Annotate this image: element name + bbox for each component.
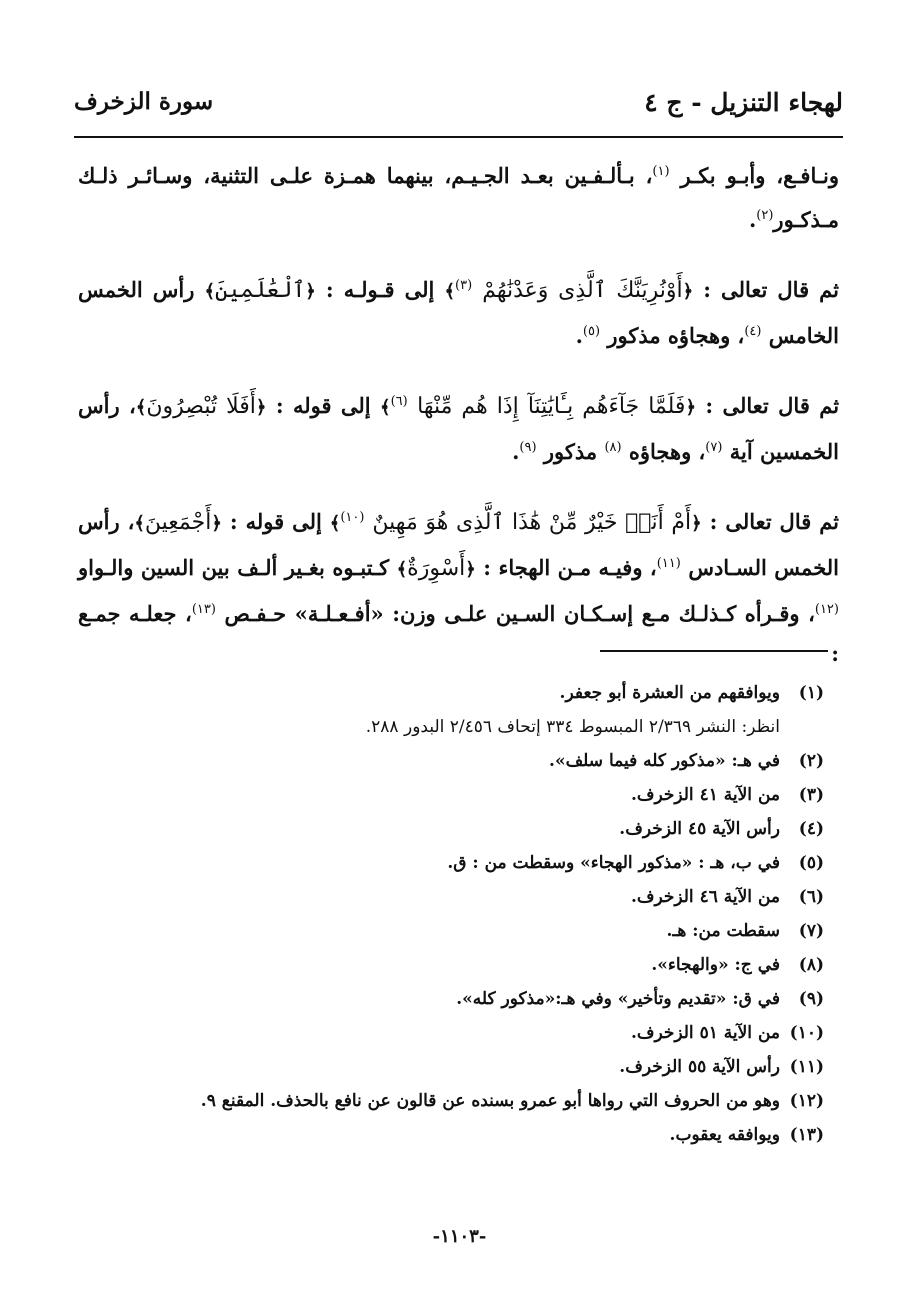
footnote-text: في هـ: «مذكور كله فيما سلف». bbox=[549, 751, 780, 771]
main-text bbox=[78, 152, 839, 674]
footnote-text: ويوافقه يعقوب. bbox=[669, 1125, 780, 1145]
quran-bracket-close: ﴾ bbox=[134, 513, 145, 534]
footnote-number: (١٠) bbox=[789, 1023, 824, 1043]
quran-bracket-close: ﴾ bbox=[204, 281, 216, 302]
paragraph-4 bbox=[78, 498, 839, 674]
text-run: . bbox=[575, 323, 583, 348]
quran-bracket-close: ﴾ bbox=[444, 281, 455, 302]
footnote-number: (١٣) bbox=[789, 1125, 824, 1145]
footnotes bbox=[80, 676, 824, 1152]
surah-name: سورة الزخرف bbox=[74, 88, 214, 115]
footnote-ref: (١٠) bbox=[340, 510, 365, 525]
quran-bracket-open: ﴿ bbox=[682, 281, 694, 302]
book-title: لهجاء التنزيل - ج ٤ bbox=[644, 88, 843, 117]
text-run: ، وقـرأه كـذلـك مـع إسـكـان السـين علـى وزن: «أفـعـلـة» حـفـص bbox=[224, 601, 815, 626]
text-run: إلى قوله : bbox=[275, 393, 371, 418]
footnote-continuation: انظر: النشر ٢/٣٦٩ المبسوط ٣٣٤ إتحاف ٢/٤٥٦ البدور ٢٨٨. bbox=[365, 717, 780, 737]
footnote-item bbox=[80, 880, 824, 914]
footnote-text: في ج: «والهجاء». bbox=[651, 955, 780, 975]
text-run: ، رأس الخمس السـادس bbox=[78, 509, 839, 580]
text-run: ، جعلـه جمـع : bbox=[78, 601, 839, 666]
text-run: رأس الخمس الخامس bbox=[78, 277, 839, 348]
footnote-item bbox=[80, 1118, 824, 1152]
text-run: ، وهجاؤه bbox=[628, 439, 706, 464]
quran-bracket-close: ﴾ bbox=[396, 559, 408, 580]
footnote-text: في ب، هـ : «مذكور الهجاء» وسقطت من : ق. bbox=[447, 853, 780, 873]
footnote-text: ويوافقهم من العشرة أبو جعفر. bbox=[559, 683, 780, 703]
text-run: ثم قال تعالى : bbox=[705, 393, 840, 418]
footnote-text: رأس الآية ٥٥ الزخرف. bbox=[619, 1057, 780, 1077]
footnote-ref: (٣) bbox=[455, 278, 473, 293]
footnote-number: (١٢) bbox=[789, 1091, 824, 1111]
footnote-ref: (١) bbox=[652, 164, 670, 179]
footnote-item bbox=[80, 1084, 824, 1118]
text-run: ، رأس الخمسين آية bbox=[78, 393, 839, 464]
quran-bracket-close: ﴾ bbox=[380, 397, 391, 418]
footnote-text: سقطت من: هـ. bbox=[666, 921, 780, 941]
text-run: ثم قال تعالى : bbox=[709, 509, 840, 534]
footnote-ref: (١١) bbox=[656, 556, 681, 571]
quran-bracket-open: ﴿ bbox=[305, 281, 316, 302]
footnote-number: (٤) bbox=[798, 819, 824, 839]
quran-bracket-close: ﴾ bbox=[329, 513, 341, 534]
footnote-text: من الآية ٤١ الزخرف. bbox=[630, 785, 780, 805]
footnote-text: في ق: «تقديم وتأخير» وفي هـ:«مذكور كله». bbox=[456, 989, 780, 1009]
footnote-ref: (١٣) bbox=[191, 602, 216, 617]
footnote-item bbox=[80, 846, 824, 880]
footnote-item bbox=[80, 948, 824, 982]
text-run: إلى قـولـه : bbox=[325, 277, 435, 302]
footnote-item bbox=[80, 812, 824, 846]
footnote-item bbox=[80, 914, 824, 948]
quran-bracket-open: ﴿ bbox=[691, 513, 702, 534]
footnote-number: (٢) bbox=[798, 751, 824, 771]
paragraph-1 bbox=[78, 152, 839, 240]
footnote-item bbox=[80, 676, 824, 744]
footnote-item bbox=[80, 778, 824, 812]
text-run: ، بـألـفـين بعـد الجـيـم، بينهما همـزة علـى التثنية، وسـائـر ذلـك مـذكـور bbox=[78, 163, 839, 232]
quran-bracket-open: ﴿ bbox=[465, 559, 476, 580]
footnote-number: (٨) bbox=[798, 955, 824, 975]
running-header bbox=[74, 86, 843, 136]
text-run: . bbox=[512, 439, 520, 464]
footnote-number: (٦) bbox=[798, 887, 824, 907]
text-run: ثم قال تعالى : bbox=[703, 277, 840, 302]
quran-bracket-open: ﴿ bbox=[685, 397, 696, 418]
footnote-ref: (٩) bbox=[519, 440, 537, 455]
page-number: -١١٠٣- bbox=[432, 1226, 487, 1247]
quran-quote: أَجْمَعِينَ bbox=[144, 510, 212, 535]
footnote-ref: (٤) bbox=[744, 324, 762, 339]
footnote-number: (٥) bbox=[798, 853, 824, 873]
footnote-ref: (١٢) bbox=[814, 602, 839, 617]
footnote-number: (١) bbox=[798, 683, 824, 703]
footnote-number: (١١) bbox=[789, 1057, 824, 1077]
footnote-separator bbox=[600, 650, 828, 652]
footnote-item bbox=[80, 744, 824, 778]
footnote-ref: (٧) bbox=[705, 440, 723, 455]
footnote-text: وهو من الحروف التي رواها أبو عمرو بسنده عن قالون عن نافع بالحذف. المقنع ٩. bbox=[200, 1091, 780, 1111]
footnote-number: (٩) bbox=[798, 989, 824, 1009]
text-run: ، وهجاؤه مذكور bbox=[607, 323, 745, 348]
footnote-ref: (٥) bbox=[582, 324, 601, 339]
footnote-text: من الآية ٥١ الزخرف. bbox=[630, 1023, 780, 1043]
footnote-item bbox=[80, 982, 824, 1016]
footnote-ref: (٦) bbox=[390, 394, 408, 409]
footnote-number: (٣) bbox=[798, 785, 824, 805]
footnote-text: من الآية ٤٦ الزخرف. bbox=[630, 887, 780, 907]
paragraph-3 bbox=[78, 382, 839, 472]
footnote-number: (٧) bbox=[798, 921, 824, 941]
footnote-item bbox=[80, 1016, 824, 1050]
quran-bracket-open: ﴿ bbox=[211, 513, 222, 534]
quran-quote: أَمْ أَنَا۠ خَيْرٌ مِّنْ هَٰذَا ٱلَّذِى هُوَ مَهِينٌ bbox=[372, 510, 692, 535]
header-rule bbox=[74, 136, 843, 138]
footnote-text: رأس الآية ٤٥ الزخرف. bbox=[619, 819, 780, 839]
quran-quote: أَفَلَا تُبْصِرُونَ bbox=[146, 394, 256, 419]
text-run: ونـافـع، وأبـو بكـر bbox=[680, 163, 839, 188]
footnote-ref: (٢) bbox=[756, 208, 774, 223]
text-run: ، وفيـه مـن الهجاء : bbox=[483, 555, 657, 580]
quran-quote: أَوْنُرِيَنَّكَ ٱلَّذِى وَعَدْنَٰهُمْ bbox=[482, 278, 683, 303]
quran-quote: ٱلْعَٰلَمِينَ bbox=[215, 278, 306, 303]
footnote-item bbox=[80, 1050, 824, 1084]
paragraph-2 bbox=[78, 266, 839, 356]
quran-bracket-close: ﴾ bbox=[135, 397, 147, 418]
footnote-ref: (٨) bbox=[604, 440, 622, 455]
text-run: إلى قوله : bbox=[229, 509, 322, 534]
quran-quote: فَلَمَّا جَآءَهُم بِـَٔايَٰتِنَآ إِذَا هُم مِّنْهَا bbox=[417, 394, 686, 419]
text-run: . bbox=[748, 207, 757, 232]
text-run: مذكور bbox=[543, 439, 598, 464]
quran-quote: أَسْوِرَةٌ bbox=[407, 556, 466, 581]
quran-bracket-open: ﴿ bbox=[255, 397, 267, 418]
text-run: كـتبـوه بغـير ألـف بين السين والـواو bbox=[78, 555, 390, 580]
